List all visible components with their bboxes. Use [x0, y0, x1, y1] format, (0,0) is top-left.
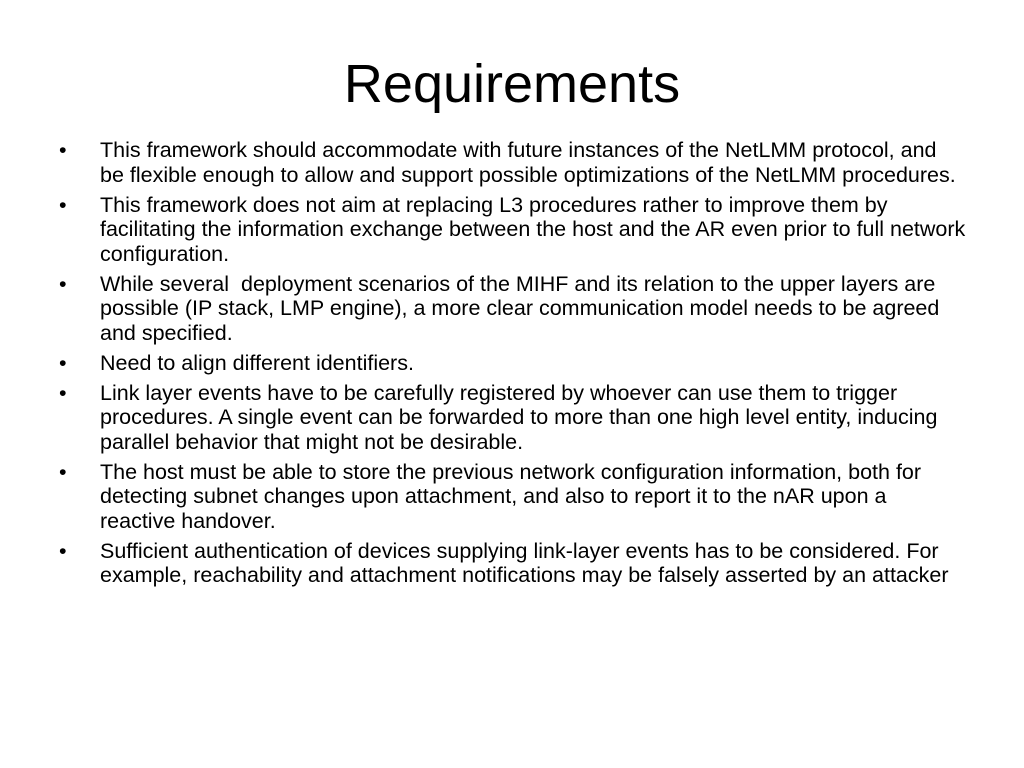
bullet-text: Link layer events have to be carefully registered by whoever can use them to trigger procedures. A single event can be forwarded to more than one high level entity, inducing parallel behavior that might not be desirable. [100, 380, 938, 454]
bullet-item [56, 272, 966, 346]
bullet-marker: • [59, 538, 67, 563]
bullet-item [56, 381, 966, 455]
bullet-text: This framework does not aim at replacing L3 procedures rather to improve them by facilitating the information exchange between the host and the AR even prior to full network configuration. [100, 192, 966, 266]
bullet-item [56, 460, 966, 534]
bullet-marker: • [59, 380, 67, 405]
bullet-item [56, 138, 966, 187]
bullet-marker: • [59, 459, 67, 484]
bullet-item [56, 351, 966, 376]
bullet-text: The host must be able to store the previous network configuration information, both for detecting subnet changes upon attachment, and also to report it to the nAR upon a reactive handover. [100, 459, 922, 533]
bullet-marker: • [59, 350, 67, 375]
bullet-text: Sufficient authentication of devices supplying link-layer events has to be considered. For example, reachability and attachment notifications may be falsely asserted by an attacker [100, 538, 949, 587]
bullet-item [56, 539, 966, 588]
bullet-text: This framework should accommodate with future instances of the NetLMM protocol, and be flexible enough to allow and support possible optimizations of the NetLMM procedures. [100, 138, 956, 187]
bullet-text: While several deployment scenarios of the MIHF and its relation to the upper layers are possible (IP stack, LMP engine), a more clear communication model needs to be agreed and specified. [100, 271, 946, 345]
slide-title: Requirements [343, 54, 681, 114]
bullet-list [56, 138, 966, 593]
bullet-marker: • [59, 138, 67, 162]
bullet-marker: • [59, 271, 67, 296]
bullet-item [56, 193, 966, 267]
bullet-marker: • [59, 192, 67, 217]
bullet-text: Need to align different identifiers. [100, 350, 414, 375]
